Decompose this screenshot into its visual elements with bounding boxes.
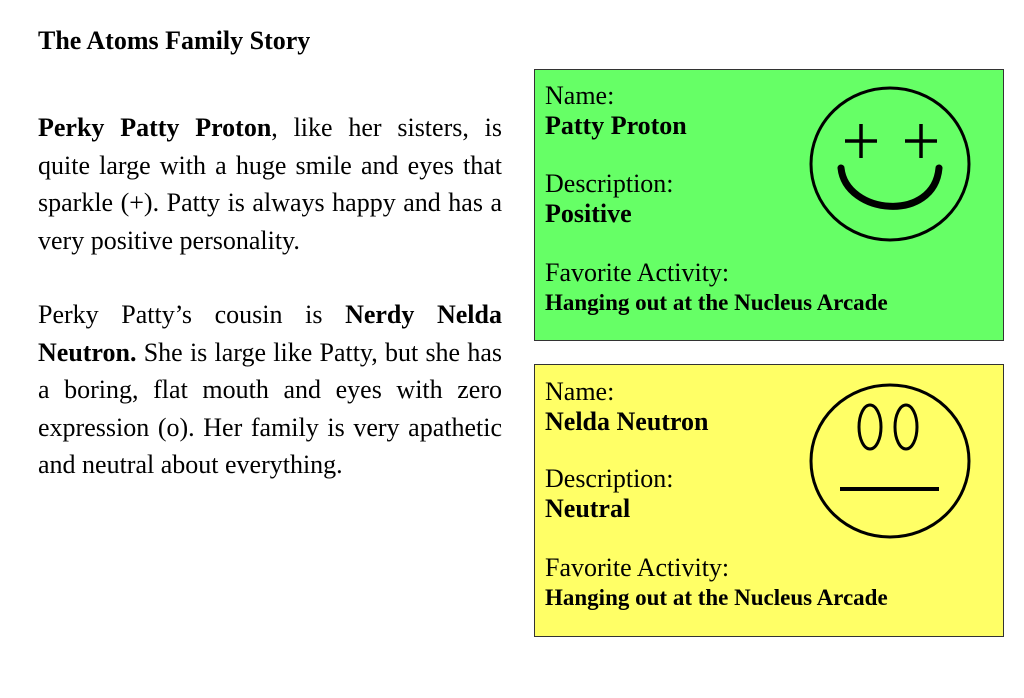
neutron-description-value: Neutral (545, 494, 631, 523)
proton-name-field (545, 81, 687, 141)
neutron-character-name: Nerdy Nelda Neutron. (38, 300, 502, 367)
neutron-description-label: Description: (545, 464, 674, 493)
proton-activity-value: Hanging out at the Nucleus Arcade (545, 290, 888, 315)
story-paragraph-proton (38, 109, 502, 259)
neutron-name-value: Nelda Neutron (545, 407, 709, 436)
proton-character-name: Perky Patty Proton (38, 113, 272, 142)
neutral-face-zero-eyes-icon (806, 380, 974, 542)
proton-description-value: Positive (545, 199, 632, 228)
proton-description-label: Description: (545, 169, 674, 198)
proton-activity-field (545, 258, 888, 318)
neutron-description-field (545, 464, 674, 524)
neutron-story-intro: Perky Patty’s cousin is (38, 300, 346, 329)
proton-name-value: Patty Proton (545, 111, 687, 140)
neutron-name-field (545, 377, 708, 437)
proton-card (534, 69, 1004, 341)
proton-name-label: Name: (545, 81, 615, 110)
story-paragraph-neutron (38, 296, 502, 484)
proton-description-field (545, 169, 674, 229)
proton-activity-label: Favorite Activity: (545, 258, 730, 287)
neutron-activity-field (545, 553, 888, 613)
page-title: The Atoms Family Story (38, 26, 311, 55)
story-text (38, 109, 502, 484)
neutron-card (534, 364, 1004, 637)
smiley-plus-eyes-icon (806, 83, 974, 245)
neutron-activity-label: Favorite Activity: (545, 553, 730, 582)
neutron-name-label: Name: (545, 377, 615, 406)
neutron-story-text: She is large like Patty, but she has a boring, flat mouth and eyes with zero expression (o). Her family is very apathetic and neutral about everything. (38, 337, 502, 479)
proton-story-text: , like her sisters, is quite large with a huge smile and eyes that sparkle (+). Patty is always happy and has a very positive personality. (38, 113, 502, 255)
neutron-activity-value: Hanging out at the Nucleus Arcade (545, 585, 888, 610)
